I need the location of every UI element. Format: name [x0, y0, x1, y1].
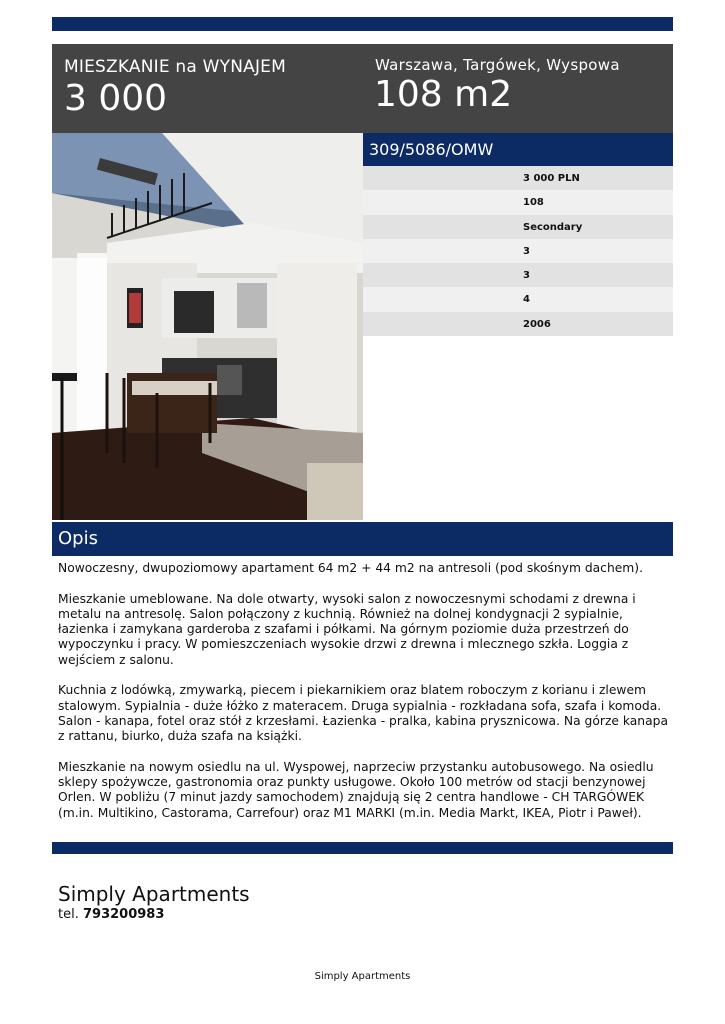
detail-value: 2006	[523, 318, 551, 330]
phone-number: 793200983	[82, 907, 165, 922]
listing-type: MIESZKANIE na WYNAJEM	[64, 57, 286, 77]
detail-row	[363, 215, 673, 239]
detail-value: 3 000 PLN	[523, 173, 580, 184]
apartment-photo	[52, 133, 363, 520]
description-body	[58, 561, 670, 836]
phone-label: tel.	[58, 907, 79, 922]
listing-area: 108 m2	[374, 74, 513, 115]
listing-location: Warszawa, Targówek, Wyspowa	[375, 56, 620, 74]
detail-row	[363, 190, 673, 214]
page-footer: Simply Apartments	[314, 971, 411, 982]
agency-name: Simply Apartments	[58, 882, 250, 906]
description-title: Opis	[58, 528, 98, 549]
detail-value: 108	[523, 197, 544, 209]
detail-value: 3	[523, 245, 530, 257]
description-paragraph: Nowoczesny, dwupoziomowy apartament 64 m2 + 44 m2 na antresoli (pod skośnym dachem).	[58, 561, 643, 575]
detail-value: Secondary	[523, 221, 583, 233]
description-header	[52, 522, 673, 556]
listing-price: 3 000	[64, 78, 168, 119]
listing-header	[52, 44, 673, 133]
reference-number-bar	[363, 133, 673, 166]
detail-value: 4	[523, 294, 530, 306]
agency-phone	[58, 907, 164, 922]
details-table	[363, 166, 673, 336]
detail-row	[363, 166, 673, 190]
description-paragraph: Kuchnia z lodówką, zmywarką, piecem i piekarnikiem oraz blatem roboczym z korianu i zlewem stalowym. Sypialnia - duże łóżko z materacem. Druga sypialnia - rozkładana sofa, szafa i komoda. Salon - kanapa, fotel oraz stół z krzesłami. Łazienka - pralka, kabina prysznicowa. Na górze kanapa z rattanu, biurko, duża szafa na książki.	[58, 683, 668, 744]
detail-row	[363, 239, 673, 263]
bottom-bar	[52, 842, 673, 854]
description-paragraph: Mieszkanie umeblowane. Na dole otwarty, wysoki salon z nowoczesnymi schodami z drewna i metalu na antresolę. Salon połączony z kuchnią. Również na dolnej kondygnacji 2 sypialnie, łazienka i zamykana garderoba z szafami i półkami. Na górnym poziomie duża przestrzeń do wypoczynku i pracy. W pomieszczeniach wysokie drzwi z drewna i mlecznego szkła. Loggia z wejściem z salonu.	[58, 591, 636, 667]
detail-value: 3	[523, 270, 530, 282]
detail-row	[363, 263, 673, 287]
description-paragraph: Mieszkanie na nowym osiedlu na ul. Wyspowej, naprzeciw przystanku autobusowego. Na osiedlu sklepy spożywcze, gastronomia oraz punkty usługowe. Około 100 metrów od stacji benzynowej Orlen. W pobliżu (7 minut jazdy samochodem) znajdują się 2 centra handlowe - CH TARGÓWEK (m.in. Multikino, Castorama, Carrefour) oraz M1 MARKI (m.in. Media Markt, IKEA, Piotr i Paweł).	[58, 759, 654, 820]
detail-row	[363, 312, 673, 336]
reference-number: 309/5086/OMW	[369, 140, 494, 159]
top-bar	[52, 17, 673, 31]
detail-row	[363, 287, 673, 311]
